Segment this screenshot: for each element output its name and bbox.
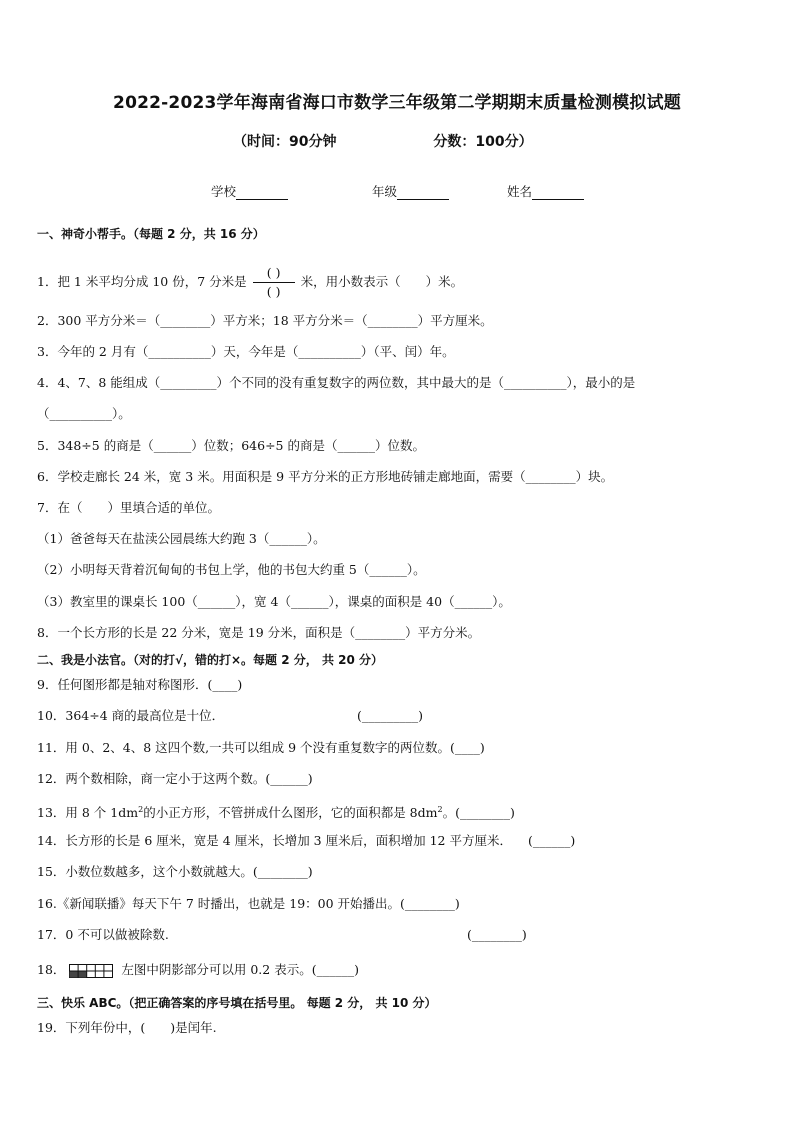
question-12: 12．两个数相除，商一定小于这两个数。(______) <box>37 771 313 786</box>
question-16: 16.《新闻联播》每天下午 7 时播出，也就是 19：00 开始播出。(________) <box>37 896 460 911</box>
question-14 <box>37 833 575 849</box>
question-13 <box>37 802 515 821</box>
q13-superscript-2: 2 <box>437 805 443 814</box>
question-4-continued: （__________）。 <box>37 406 131 421</box>
question-15: 15．小数位数越多，这个小数就越大。(________) <box>37 864 313 879</box>
question-18 <box>37 962 359 978</box>
question-4: 4．4、7、8 能组成（_________）个不同的没有重复数字的两位数，其中最大的是（__________），最小的是 <box>37 375 636 390</box>
q18-label: 18． <box>37 962 66 977</box>
q13-text-c: 。(________) <box>442 805 515 821</box>
q13-text-b: 的小正方形，不管拼成什么图形，它的面积都是 8dm <box>143 805 438 821</box>
q1-denominator: ( ) <box>266 284 281 299</box>
name-blank[interactable] <box>532 186 584 200</box>
page-title: 2022-2023学年海南省海口市数学三年级第二学期期末质量检测模拟试题 <box>113 93 681 113</box>
section-3-heading: 三、快乐 ABC。（把正确答案的序号填在括号里。 每题 2 分， 共 10 分） <box>37 996 437 1010</box>
q14-text: 14．长方形的长是 6 厘米，宽是 4 厘米，长增加 3 厘米后，面积增加 12 平方厘米． <box>37 833 512 848</box>
q17-answer-blank[interactable]: (________) <box>467 927 527 942</box>
q17-text: 17．0 不可以做被除数. <box>37 927 169 942</box>
question-9: 9．任何图形都是轴对称图形．(____) <box>37 677 243 692</box>
question-7: 7．在（ ）里填合适的单位。 <box>37 500 220 515</box>
total-score: 分数：100分） <box>433 134 533 150</box>
grade-label: 年级 <box>372 184 398 199</box>
time-limit: （时间：90分钟 <box>233 134 337 150</box>
question-1 <box>37 264 463 301</box>
grade-blank[interactable] <box>397 186 449 200</box>
shaded-grid-figure <box>69 964 113 978</box>
question-5: 5．348÷5 的商是（______）位数；646÷5 的商是（______）位数。 <box>37 438 425 453</box>
question-3: 3．今年的 2 月有（__________）天，今年是（__________）（平、闰）年。 <box>37 344 455 359</box>
q13-superscript-1: 2 <box>138 805 144 814</box>
question-2: 2．300 平方分米＝（________）平方米；18 平方分米＝（________）平方厘米。 <box>37 313 493 328</box>
q1-fraction[interactable] <box>253 264 295 301</box>
question-7-part-2: （2）小明每天背着沉甸甸的书包上学，他的书包大约重 5（______）。 <box>37 562 426 577</box>
q1-text-before: 1．把 1 米平均分成 10 份，7 分米是 <box>37 274 247 289</box>
question-11: 11．用 0、2、4、8 这四个数,一共可以组成 9 个没有重复数字的两位数。(____) <box>37 740 485 755</box>
section-1-heading: 一、神奇小帮手。（每题 2 分，共 16 分） <box>37 227 265 241</box>
q18-text: 左图中阴影部分可以用 0.2 表示。(______) <box>121 962 359 977</box>
name-field <box>507 182 584 200</box>
q1-numerator: ( ) <box>253 264 295 283</box>
school-blank[interactable] <box>236 186 288 200</box>
grade-field <box>372 182 449 200</box>
question-8: 8．一个长方形的长是 22 分米，宽是 19 分米，面积是（________）平方分米。 <box>37 625 481 640</box>
section-2-heading: 二、我是小法官。（对的打√，错的打×。每题 2 分， 共 20 分） <box>37 653 383 667</box>
q10-answer-blank[interactable]: (_________) <box>357 708 424 723</box>
q1-text-after: 米，用小数表示（ ）米。 <box>300 274 464 289</box>
question-10 <box>37 708 424 724</box>
question-19: 19．下列年份中，( )是闰年. <box>37 1020 217 1035</box>
exam-meta <box>233 131 533 151</box>
q14-answer-blank[interactable]: (______) <box>527 833 576 848</box>
question-17 <box>37 927 527 943</box>
school-field <box>211 182 288 200</box>
question-6: 6．学校走廊长 24 米，宽 3 米。用面积是 9 平方分米的正方形地砖铺走廊地面，需要（________）块。 <box>37 469 614 484</box>
school-label: 学校 <box>211 184 237 199</box>
question-7-part-1: （1）爸爸每天在盐渎公园晨练大约跑 3（______）。 <box>37 531 326 546</box>
question-7-part-3: （3）教室里的课桌长 100（______），宽 4（______），课桌的面积是 40（______）。 <box>37 594 511 609</box>
q10-text: 10．364÷4 商的最高位是十位． <box>37 708 225 723</box>
q13-text-a: 13．用 8 个 1dm <box>37 805 139 821</box>
name-label: 姓名 <box>507 184 533 199</box>
